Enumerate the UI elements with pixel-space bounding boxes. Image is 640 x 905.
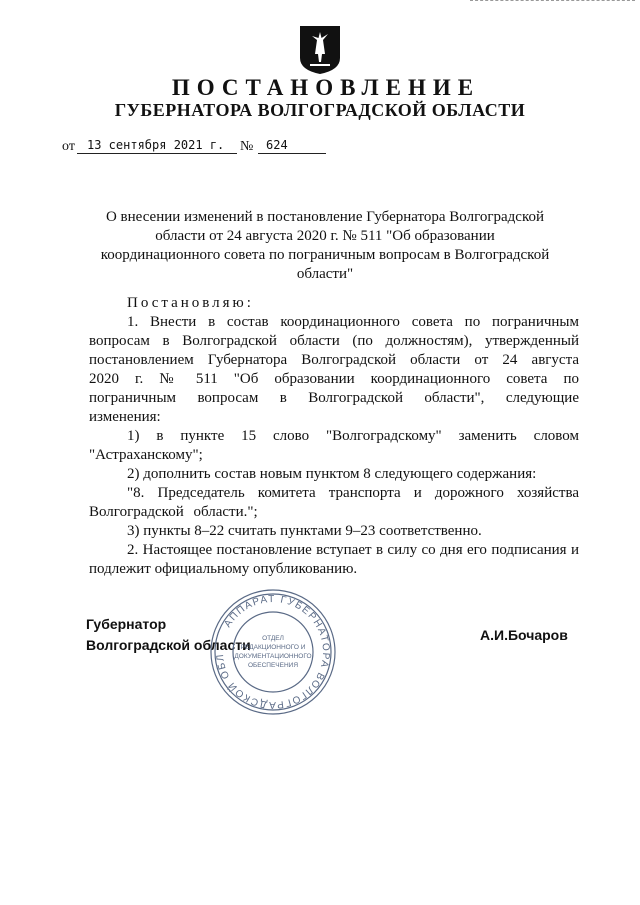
stamp-inner-line-2: РЕДАКЦИОННОГО И [240, 644, 306, 651]
signatory-position-line-2: Волгоградской области [86, 637, 251, 653]
decree-item-1: 1. Внести в состав координационного совета по пограничным вопросам в Волгоградской области (по должностям), утвержденный постановлением Губернатора Волгоградской области от 24 августа 2020 г. № 511 "Об образовании координационного совета по пограничным вопросам в Волгоградской области", следующие изменения: [89, 314, 579, 425]
top-rule [470, 0, 635, 2]
date-from-label: от [62, 139, 75, 154]
stamp-inner-line-4: ОБЕСПЕЧЕНИЯ [247, 662, 299, 669]
signatory-position-line-1: Губернатор [86, 616, 167, 632]
number-label: № [240, 139, 254, 154]
stamp-outer-ring-text: АППАРАТ ГУБЕРНАТОРА ВОЛГОГРАДСКОЙ ОБЛ [214, 593, 332, 711]
decree-body [89, 294, 579, 579]
decree-item-2: 2. Настоящее постановление вступает в силу со дня его подписания и подлежит официальному опубликованию. [89, 542, 579, 577]
stamp-inner-line-3: ДОКУМЕНТАЦИОННОГО [234, 653, 312, 660]
decree-subject: О внесении изменений в постановление Губернатора Волгоградской области от 24 августа 2020 г. № 511 "Об образовании координационного совета по пограничным вопросам в Волгоградской области" [100, 209, 550, 282]
official-stamp [209, 588, 337, 716]
decree-number: 624 [258, 138, 326, 154]
decree-date: 13 сентября 2021 г. [77, 138, 237, 154]
decree-subitem-3: 3) пункты 8–22 считать пунктами 9–23 соответственно. [127, 523, 482, 539]
decree-subitem-2-quote: "8. Председатель комитета транспорта и дорожного хозяйства Волгоградской области."; [89, 485, 579, 520]
decree-word: Постановляю: [127, 295, 254, 311]
volgograd-emblem-icon [298, 24, 342, 76]
issuer-title: ГУБЕРНАТОРА ВОЛГОГРАДСКОЙ ОБЛАСТИ [114, 100, 526, 120]
stamp-inner-line-1: ОТДЕЛ [262, 635, 284, 642]
decree-subitem-1: 1) в пункте 15 слово "Волгоградскому" заменить словом "Астраханскому"; [89, 428, 579, 463]
document-type-title: ПОСТАНОВЛЕНИЕ [171, 75, 481, 100]
decree-subitem-2: 2) дополнить состав новым пунктом 8 следующего содержания: [127, 466, 537, 482]
signatory-name: А.И.Бочаров [480, 627, 568, 643]
